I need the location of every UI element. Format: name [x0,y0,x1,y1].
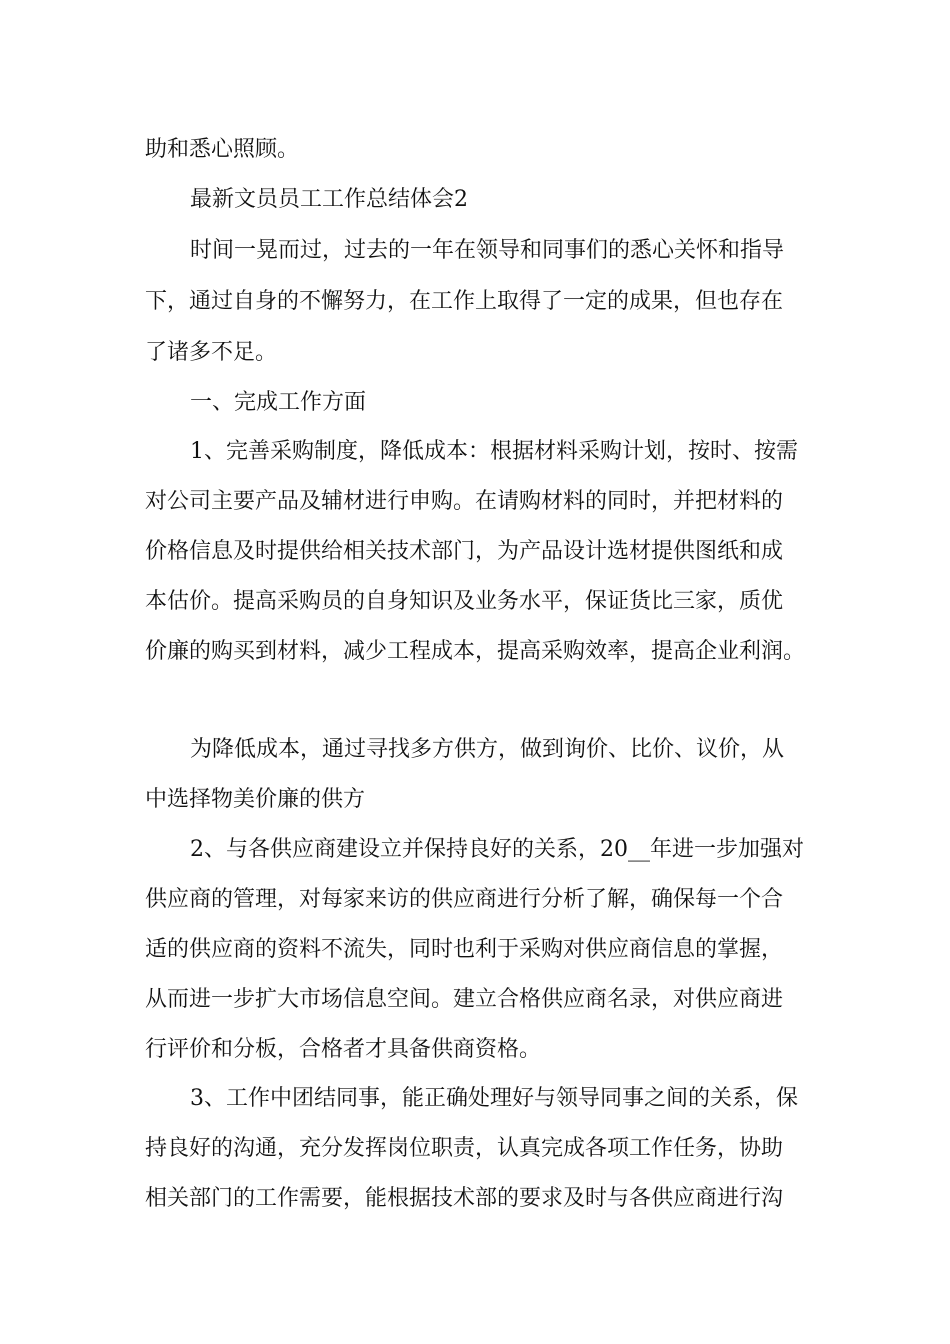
paragraph-line-8: 对公司主要产品及辅材进行申购。在请购材料的同时，并把材料的 [145,489,784,514]
paragraph-line-17: 从而进一步扩大市场信息空间。建立合格供应商名录，对供应商进 [145,987,784,1012]
subsection-heading: 一、完成工作方面 [190,390,367,415]
paragraph-line-7: 1、完善采购制度，降低成本：根据材料采购计划，按时、按需 [190,439,798,464]
paragraph-line-12: 为降低成本，通过寻找多方供方，做到询价、比价、议价，从 [190,737,785,762]
paragraph-line-10: 本估价。提高采购员的自身知识及业务水平，保证货比三家，质优 [145,589,784,614]
paragraph-line-11: 价廉的购买到材料，减少工程成本，提高采购效率，提高企业利润。 [145,639,806,664]
paragraph-line-5: 了诸多不足。 [145,340,278,365]
paragraph-line-1: 助和悉心照顾。 [145,137,300,162]
paragraph-line-18: 行评价和分板，合格者才具备供商资格。 [145,1037,542,1062]
paragraph-line-21: 相关部门的工作需要，能根据技术部的要求及时与各供应商进行沟 [145,1186,784,1211]
paragraph-line-15: 供应商的管理，对每家来访的供应商进行分析了解，确保每一个合 [145,887,784,912]
paragraph-line-19: 3、工作中团结同事，能正确处理好与领导同事之间的关系，保 [190,1086,798,1111]
paragraph-line-14: 2、与各供应商建设立并保持良好的关系，20__年进一步加强对 [190,837,804,862]
paragraph-line-3: 时间一晃而过，过去的一年在领导和同事们的悉心关怀和指导 [190,238,785,263]
section-heading: 最新文员员工工作总结体会2 [190,187,468,212]
paragraph-line-4: 下，通过自身的不懈努力，在工作上取得了一定的成果，但也存在 [145,289,784,314]
paragraph-line-20: 持良好的沟通，充分发挥岗位职责，认真完成各项工作任务，协助 [145,1136,784,1161]
paragraph-line-16: 适的供应商的资料不流失，同时也利于采购对供应商信息的掌握， [145,937,784,962]
paragraph-line-13: 中选择物美价廉的供方 [145,787,366,812]
paragraph-line-9: 价格信息及时提供给相关技术部门，为产品设计选材提供图纸和成 [145,539,784,564]
